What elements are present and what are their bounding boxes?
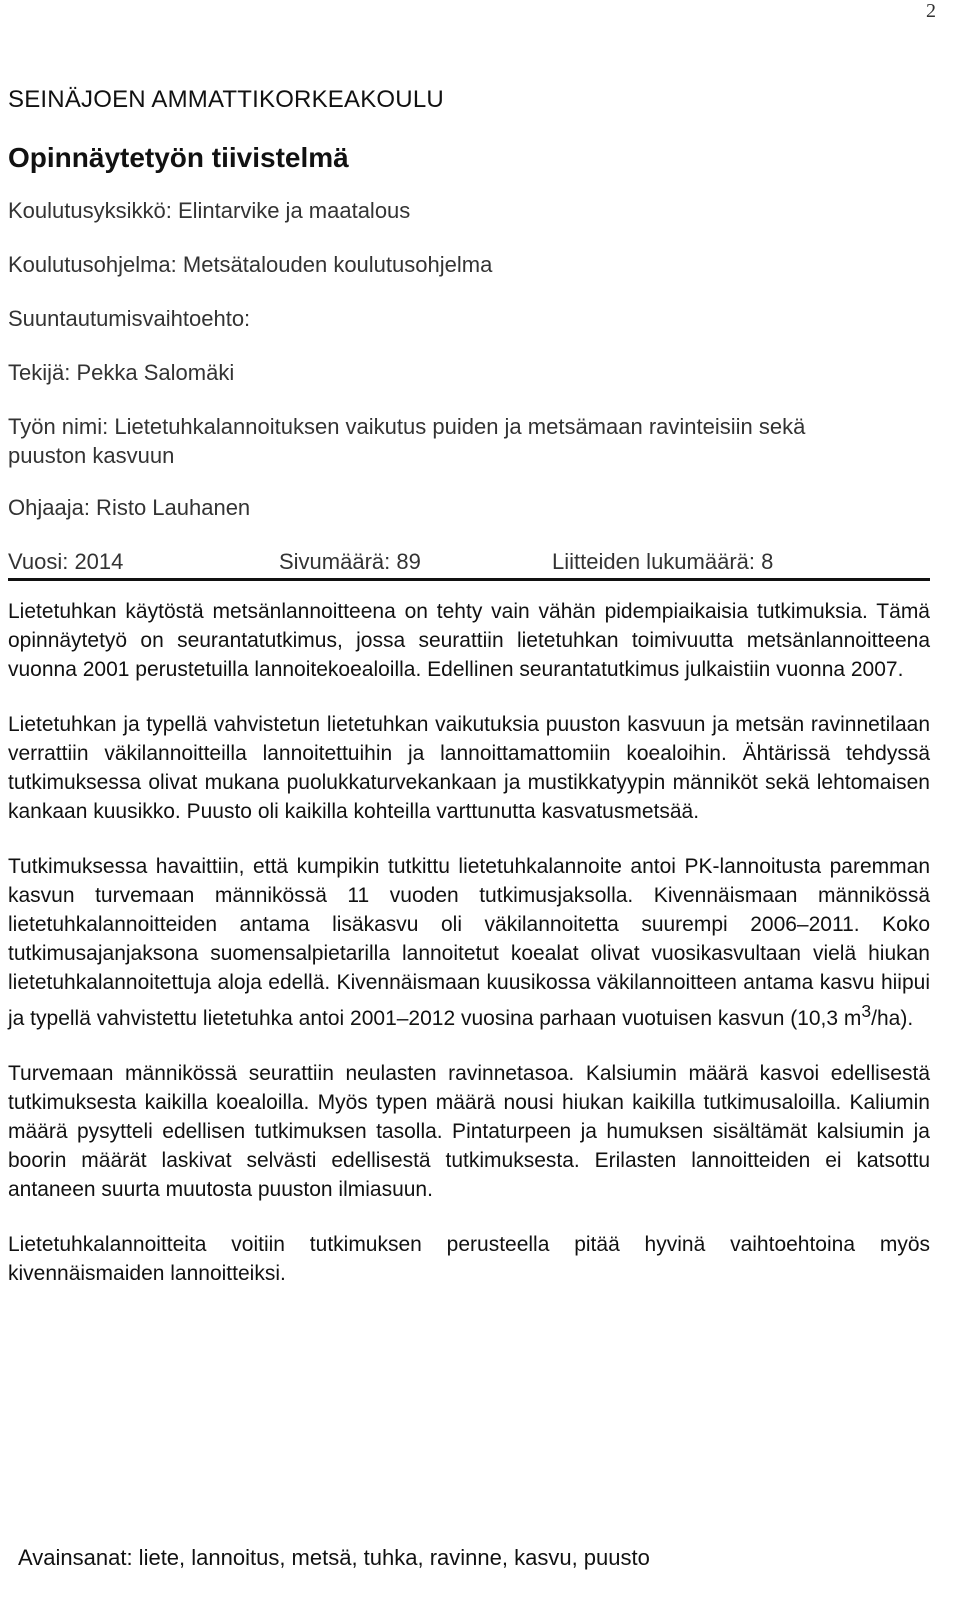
abstract-paragraph-1: Lietetuhkan käytöstä metsänlannoitteena on tehty vain vähän pidempiaikaisia tutkimuksia. Tämä opinnäytetyö on seurantatutkimus, jossa seurattiin lietetuhkan toimivuutta metsänlannoitteena vuonna 2001 perustetuilla lannoitekoealoilla. Edellinen seurantatutkimus julkaistiin vuonna 2007. <box>8 600 930 681</box>
pages-field: Sivumäärä: 89 <box>279 549 421 574</box>
abstract-paragraph-3-end: /ha). <box>871 1007 914 1030</box>
abstract-paragraph-4: Turvemaan männikössä seurattiin neulasten ravinnetasoa. Kalsiumin määrä kasvoi edellisestä tutkimuksesta kaikilla koealoilla. Myös typen määrä nousi hiukan kaikilla tutkimusaloilla. Kaliumin määrä pysytteli edellisen tutkimuksen tasolla. Pintaturpeen ja humuksen sisältämät kalsiumin ja boorin määrät laskivat selvästi edellisestä tutkimuksesta. Erilasten lannoitteiden ei katsottu antaneen suurta muutosta puuston ilmiasuun. <box>8 1062 930 1201</box>
page-number: 2 <box>926 0 936 22</box>
meta-row <box>8 547 930 581</box>
page-title: Opinnäytetyön tiivistelmä <box>8 142 349 173</box>
abstract-paragraph-3-text: Tutkimuksessa havaittiin, että kumpikin tutkittu lietetuhkalannoite antoi PK-lannoitusta paremman kasvun turvemaan männikössä 11 vuoden tutkimusjaksolla. Kivennäismaan männikössä lietetuhkalannoitteiden antama lisäkasvu oli väkilannoitetta suurempi 2006–2011. Koko tutkimusajanjaksona suomensalpietarilla lannoitetut koealat olivat vuosikasvultaan vielä hiukan lietetuhkalannoitettuja aloja edellä. Kivennäismaan kuusikossa väkilannoitteen antama kasvu hiipui ja typellä vahvistettu lietetuhka antoi 2001–2012 vuosina parhaan vuotuisen kasvun (10,3 m <box>8 855 930 1030</box>
school-name: SEINÄJOEN AMMATTIKORKEAKOULU <box>8 86 444 113</box>
specialisation-line: Suuntautumisvaihtoehto: <box>8 306 251 331</box>
unit-line: Koulutusyksikkö: Elintarvike ja maatalous <box>8 198 411 223</box>
work-name <box>8 412 930 470</box>
cubic-superscript: 3 <box>861 1001 872 1021</box>
work-name-line2: puuston kasvuun <box>8 443 175 468</box>
abstract-paragraph-2: Lietetuhkan ja typellä vahvistetun lietetuhkan vaikutuksia puuston kasvuun ja metsän ravinnetilaan verrattiin väkilannoitteilla lannoitettuihin ja lannoittamattomiin koealoihin. Ähtärissä tehdyssä tutkimuksessa olivat mukana puolukkaturvekankaan ja mustikkatyypin männiköt sekä lehtomaisen kankaan kuusikko. Puusto oli kaikilla kohteilla varttunutta kasvatusmetsää. <box>8 713 930 823</box>
appendices-field: Liitteiden lukumäärä: 8 <box>552 549 774 574</box>
abstract-page <box>8 84 930 1314</box>
keywords-line: Avainsanat: liete, lannoitus, metsä, tuhka, ravinne, kasvu, puusto <box>18 1545 650 1570</box>
abstract-body <box>8 597 930 1288</box>
abstract-paragraph-5: Lietetuhkalannoitteita voitiin tutkimuksen perusteella pitää hyvinä vaihtoehtoina myös kivennäismaiden lannoitteiksi. <box>8 1233 930 1285</box>
programme-line: Koulutusohjelma: Metsätalouden koulutusohjelma <box>8 252 493 277</box>
work-name-line1: Työn nimi: Lietetuhkalannoituksen vaikutus puiden ja metsämaan ravinteisiin sekä <box>8 414 806 439</box>
abstract-paragraph-3 <box>8 852 930 1033</box>
supervisor-line: Ohjaaja: Risto Lauhanen <box>8 495 251 520</box>
year-field: Vuosi: 2014 <box>8 549 124 574</box>
author-line: Tekijä: Pekka Salomäki <box>8 360 235 385</box>
